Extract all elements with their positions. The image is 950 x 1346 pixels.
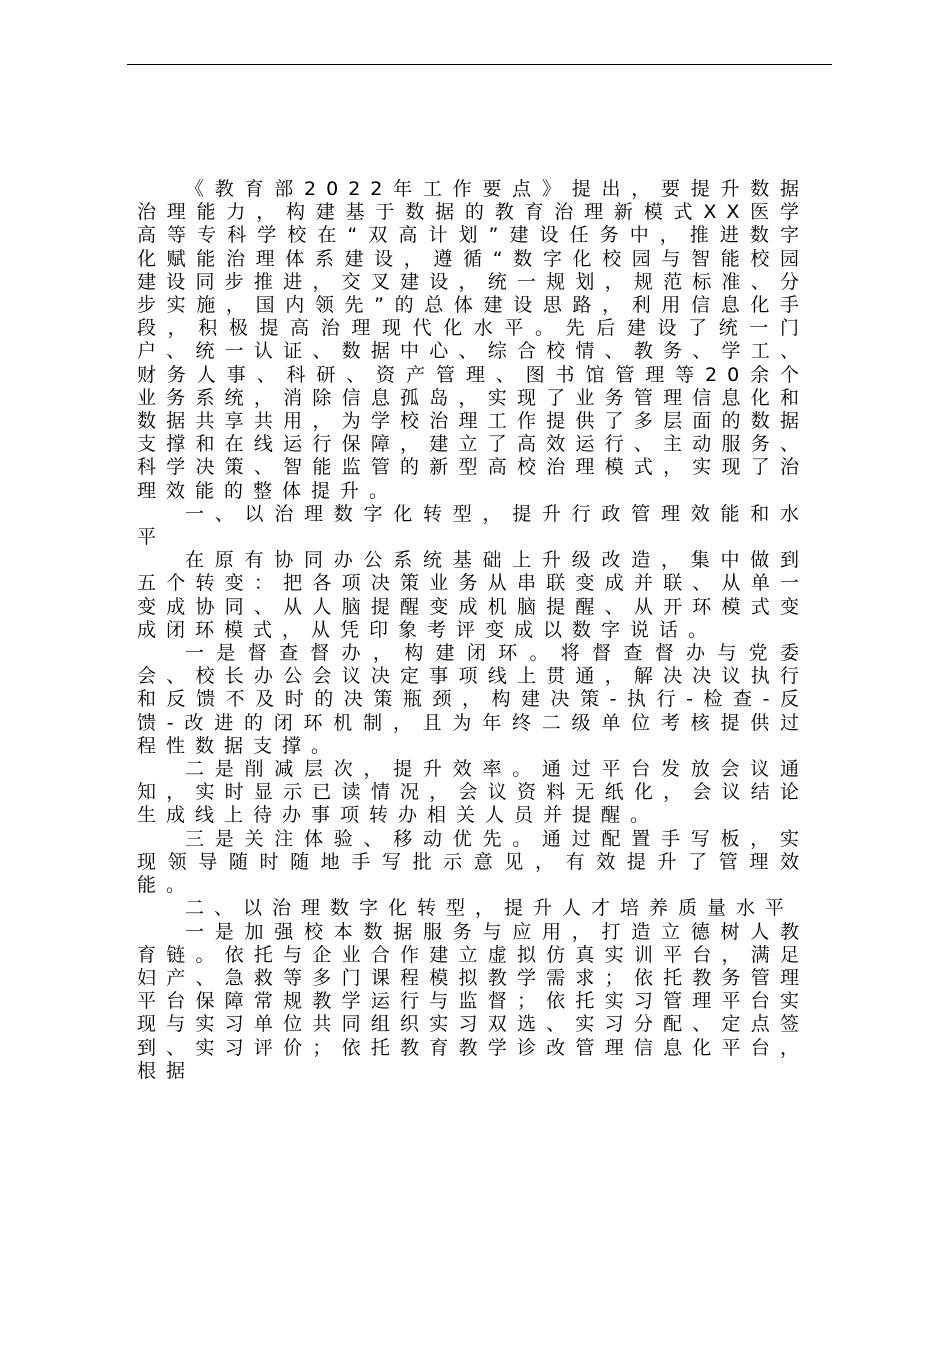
paragraph-efficiency: 二是削减层次，提升效率。通过平台发放会议通知，实时显示已读情况，会议资料无纸化，会议结论生成线上待办事项转办相关人员并提醒。 [137, 758, 809, 827]
header-rule [127, 64, 832, 65]
paragraph-data-service: 一是加强校本数据服务与应用，打造立德树人教育链。依托与企业合作建立虚拟仿真实训平台，满足妇产、急救等多门课程模拟教学需求；依托教务管理平台保障常规教学运行与监督；依托实习管理平台实现与实习单位共同组织实习双选、实习分配、定点签到、实习评价；依托教育教学诊改管理信息化平台，根据 [137, 920, 809, 1082]
section-heading-2: 二、以治理数字化转型，提升人才培养质量水平 [185, 897, 795, 920]
paragraph-upgrade: 在原有协同办公系统基础上升级改造，集中做到五个转变：把各项决策业务从串联变成并联、从单一变成协同、从人脑提醒变成机脑提醒、从开环模式变成闭环模式，从凭印象考评变成以数字说话。 [137, 549, 809, 641]
section-heading-1: 一、以治理数字化转型，提升行政管理效能和水平 [137, 502, 809, 549]
body-text [137, 178, 809, 1083]
paragraph-intro: 《教育部2022年工作要点》提出，要提升数据治理能力，构建基于数据的教育治理新模式XX医学高等专科学校在“双高计划”建设任务中，推进数字化赋能治理体系建设，遵循“数字化校园与智能校园建设同步推进，交叉建设，统一规划，规范标准、分步实施，国内领先”的总体建设思路，利用信息化手段，积极提高治理现代化水平。先后建设了统一门户、统一认证、数据中心、综合校情、教务、学工、财务人事、科研、资产管理、图书馆管理等20余个业务系统，消除信息孤岛，实现了业务管理信息化和数据共享共用，为学校治理工作提供了多层面的数据支撑和在线运行保障，建立了高效运行、主动服务、科学决策、智能监管的新型高校治理模式，实现了治理效能的整体提升。 [137, 178, 809, 502]
paragraph-mobile: 三是关注体验、移动优先。通过配置手写板，实现领导随时随地手写批示意见，有效提升了管理效能。 [137, 827, 809, 897]
paragraph-supervision: 一是督查督办，构建闭环。将督查督办与党委会、校长办公会议决定事项线上贯通，解决决议执行和反馈不及时的决策瓶颈，构建决策-执行-检查-反馈-改进的闭环机制，且为年终二级单位考核提供过程性数据支撑。 [137, 642, 809, 757]
